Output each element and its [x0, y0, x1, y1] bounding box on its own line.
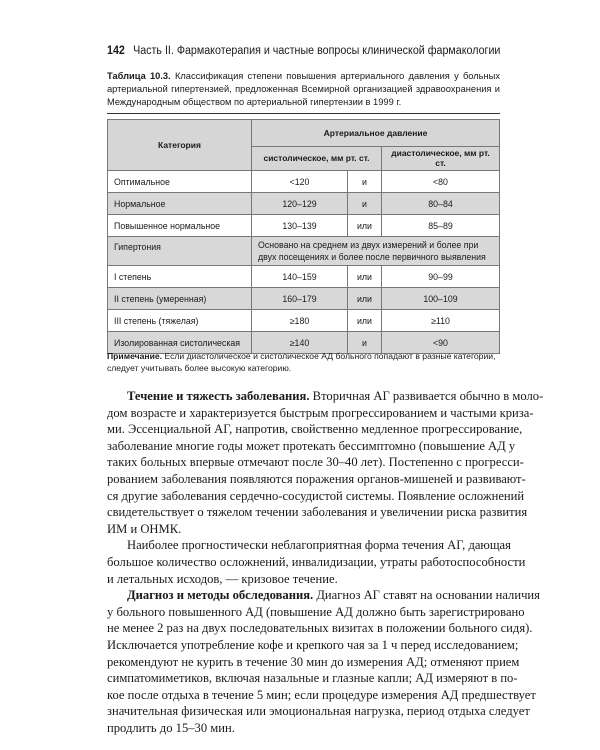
line-text: и летальных исходов, — кризовое течение.	[107, 571, 338, 586]
text-line	[107, 504, 528, 521]
line-text: кое после отдыха в течение 5 мин; если процедуре измерения АД предшествует	[107, 687, 536, 702]
category-cell: Нормальное	[108, 193, 252, 215]
line-text: рекомендуют не курить в течение 30 мин до измерения АД; отменяют прием	[107, 654, 520, 669]
line-text: Исключается употребление кофе и крепкого чая за 1 ч перед исследованием;	[107, 637, 519, 652]
table-row	[108, 266, 500, 288]
text-line	[107, 670, 518, 687]
line-text: значительная физическая или эмоциональная нагрузка, период отдыха следует	[107, 704, 530, 719]
line-text: ИМ и ОНМК.	[107, 521, 182, 536]
conjunction-cell: и	[348, 193, 382, 215]
conjunction-cell: или	[348, 266, 382, 288]
text-line	[107, 637, 519, 654]
line-text: рованием заболевания появляются поражения органов-мишеней и развивают-	[107, 471, 526, 486]
caption-rule	[107, 113, 500, 114]
table-row	[108, 237, 500, 266]
systolic-cell: <120	[252, 171, 348, 193]
conjunction-cell: и	[348, 171, 382, 193]
text-line	[107, 554, 526, 571]
text-line	[107, 537, 511, 554]
systolic-cell: ≥180	[252, 310, 348, 332]
text-line	[107, 703, 530, 720]
systolic-cell: 130–139	[252, 215, 348, 237]
table-note	[107, 350, 500, 374]
diastolic-cell: 100–109	[382, 288, 500, 310]
text-line	[107, 488, 525, 505]
body-text	[107, 388, 544, 736]
text-line	[107, 405, 534, 422]
systolic-cell: 160–179	[252, 288, 348, 310]
text-line	[107, 620, 533, 637]
diastolic-cell: 80–84	[382, 193, 500, 215]
line-text: Диагноз АГ ставят на основании наличия	[313, 588, 540, 603]
text-line	[107, 438, 516, 455]
text-line	[107, 421, 523, 438]
header-category: Категория	[108, 120, 252, 171]
paragraph-heading: Течение и тяжесть заболевания.	[127, 389, 310, 403]
category-cell: Оптимальное	[108, 171, 252, 193]
text-line	[107, 521, 500, 538]
table-row	[108, 310, 500, 332]
line-text: большое количество осложнений, инвалидизации, утраты работоспособности	[107, 554, 526, 569]
header-diastolic: диастолическое, мм рт. ст.	[382, 146, 500, 170]
text-line	[107, 654, 520, 671]
caption-label: Таблица 10.3.	[107, 71, 171, 81]
merged-cell: Основано на среднем из двух измерений и более при двух посещениях и более после первичного выявления	[252, 237, 500, 266]
table-caption	[107, 70, 500, 109]
diastolic-cell: <90	[382, 332, 500, 354]
text-line	[107, 471, 526, 488]
note-label: Примечание.	[107, 351, 163, 361]
text-line	[107, 571, 500, 588]
category-cell: Гипертония	[108, 237, 252, 266]
line-text: ся другие заболевания сердечно-сосудистой системы. Появление осложнений	[107, 488, 525, 503]
category-cell: II степень (умеренная)	[108, 288, 252, 310]
running-title: Часть II. Фармакотерапия и частные вопросы клинической фармакологии	[133, 45, 501, 57]
line-text: таких больных впервые отмечают после 30–40 лет). Постепенно с прогресси-	[107, 455, 524, 470]
running-header	[107, 45, 500, 61]
systolic-cell: 120–129	[252, 193, 348, 215]
text-line	[107, 720, 500, 737]
conjunction-cell: или	[348, 288, 382, 310]
diastolic-cell: 85–89	[382, 215, 500, 237]
diastolic-cell: <80	[382, 171, 500, 193]
line-text: свидетельствует о тяжелом течении заболевания и увеличении риска развития	[107, 505, 528, 520]
line-text: симпатомиметиков, включая назальные и глазные капли; АД измеряют в по-	[107, 671, 518, 686]
diastolic-cell: ≥110	[382, 310, 500, 332]
note-text: Если диастолическое и систолическое АД больного попадают в разные категории, следует учитывать более высокую категорию.	[107, 351, 496, 373]
header-systolic: систолическое, мм рт. ст.	[252, 146, 382, 170]
conjunction-cell: или	[348, 215, 382, 237]
text-line	[107, 388, 544, 405]
caption-text: Классификация степени повышения артериального давления у больных артериальной гипертензией, предложенная Всемирной организацией здравоохранения и Международным обществом по артериальной гипертензии в 1999 г.	[107, 71, 500, 107]
text-line	[107, 604, 525, 621]
paragraph	[107, 388, 544, 537]
text-line	[107, 454, 524, 471]
page-number: 142	[107, 45, 125, 57]
classification-table	[107, 119, 500, 354]
line-text: продлить до 15–30 мин.	[107, 720, 235, 735]
line-text: заболевание многие годы может протекать бессимптомно (повышение АД у	[107, 438, 516, 453]
systolic-cell: ≥140	[252, 332, 348, 354]
table-row	[108, 193, 500, 215]
paragraph	[107, 537, 526, 587]
line-text: дом возрасте и характеризуется быстрым прогрессированием и частыми криза-	[107, 405, 534, 420]
line-text: не менее 2 раз на двух последовательных визитах в положении больного сидя).	[107, 621, 533, 636]
category-cell: Повышенное нормальное	[108, 215, 252, 237]
table-row	[108, 171, 500, 193]
diastolic-cell: 90–99	[382, 266, 500, 288]
category-cell: Изолированная систолическая	[108, 332, 252, 354]
category-cell: I степень	[108, 266, 252, 288]
table-row	[108, 215, 500, 237]
table-row	[108, 288, 500, 310]
paragraph-heading: Диагноз и методы обследования.	[127, 588, 314, 603]
conjunction-cell: и	[348, 332, 382, 354]
conjunction-cell: или	[348, 310, 382, 332]
text-line	[107, 687, 536, 704]
systolic-cell: 140–159	[252, 266, 348, 288]
line-text: Наиболее прогностически неблагоприятная форма течения АГ, дающая	[127, 538, 511, 553]
category-cell: III степень (тяжелая)	[108, 310, 252, 332]
paragraph	[107, 587, 540, 736]
text-line	[107, 587, 540, 604]
line-text: у больного повышенного АД (повышение АД должно быть зарегистрировано	[107, 604, 525, 619]
line-text: ми. Эссенциальной АГ, напротив, свойственно медленное прогрессирование,	[107, 422, 523, 437]
line-text: Вторичная АГ развивается обычно в моло-	[309, 389, 544, 403]
header-pressure: Артериальное давление	[252, 120, 500, 147]
